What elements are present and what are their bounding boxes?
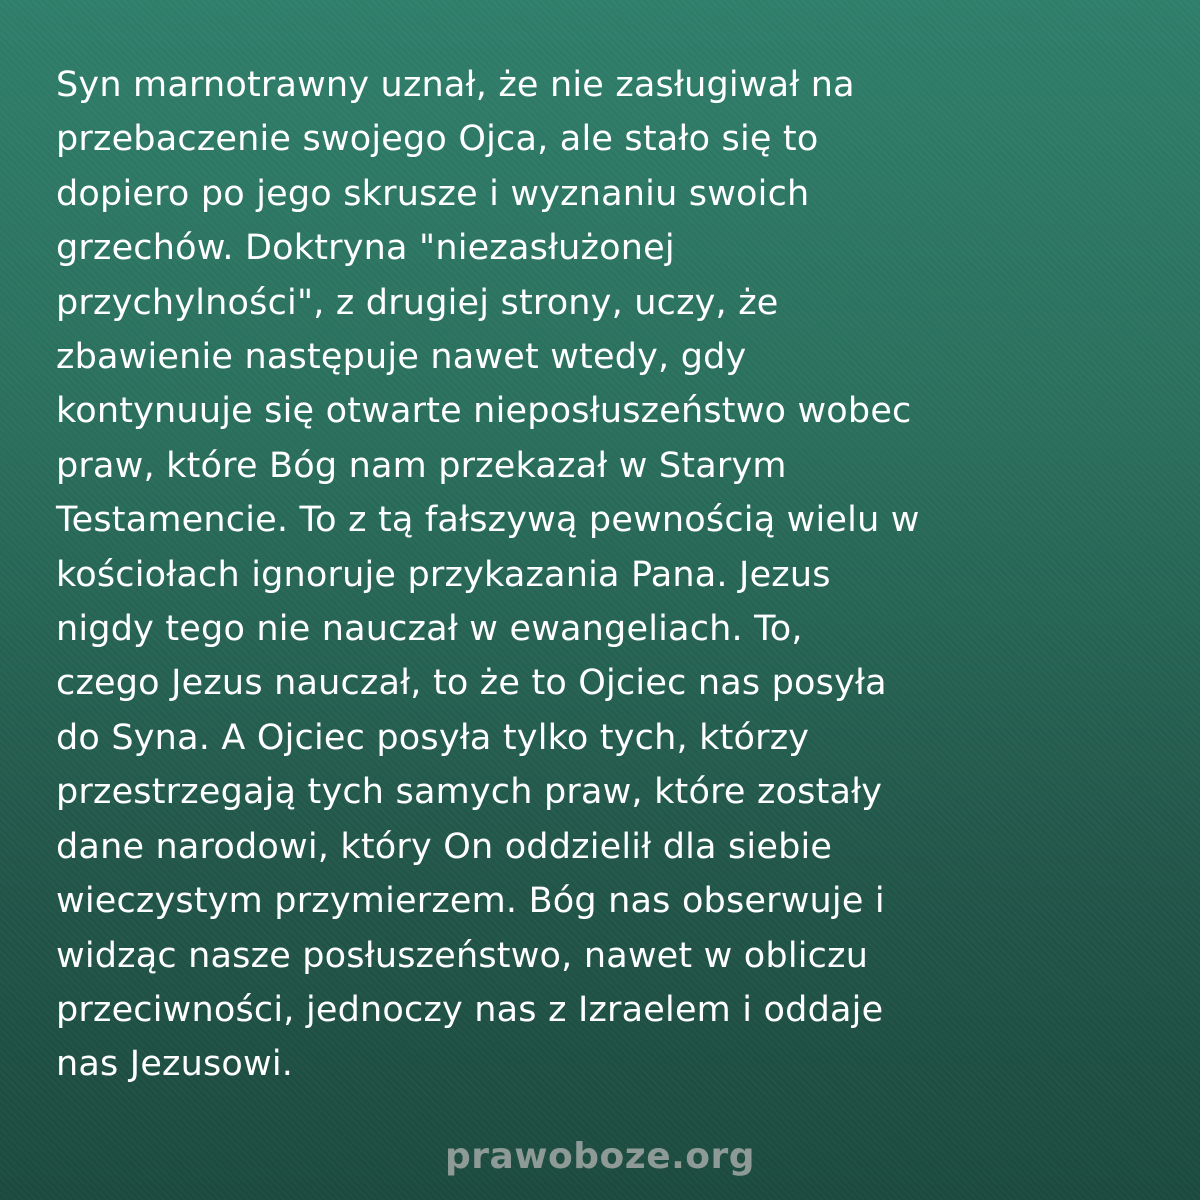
quote-text xyxy=(56,58,1166,1092)
quote-line: nigdy tego nie nauczał w ewangeliach. To, xyxy=(56,609,803,650)
quote-line: kontynuuje się otwarte nieposłuszeństwo wobec xyxy=(56,391,912,432)
quote-line: przychylności", z drugiej strony, uczy, że xyxy=(56,282,779,323)
quote-line: nas Jezusowi. xyxy=(56,1044,294,1085)
quote-line: kościołach ignoruje przykazania Pana. Jezus xyxy=(56,554,831,595)
quote-line: Testamencie. To z tą fałszywą pewnością wielu w xyxy=(56,500,920,541)
quote-line: przebaczenie swojego Ojca, ale stało się to xyxy=(56,119,819,160)
quote-line: Syn marnotrawny uznał, że nie zasługiwał na xyxy=(56,65,855,105)
quote-line: przestrzegają tych samych praw, które zostały xyxy=(56,772,883,813)
quote-line: do Syna. A Ojciec posyła tylko tych, którzy xyxy=(56,717,810,758)
quote-line: widząc nasze posłuszeństwo, nawet w obliczu xyxy=(56,935,869,976)
site-watermark: prawoboze.org xyxy=(444,1136,756,1177)
quote-line: praw, które Bóg nam przekazał w Starym xyxy=(56,445,787,486)
quote-line: zbawienie następuje nawet wtedy, gdy xyxy=(56,337,747,378)
quote-line: przeciwności, jednoczy nas z Izraelem i oddaje xyxy=(56,989,884,1030)
quote-line: grzechów. Doktryna "niezasłużonej xyxy=(56,228,675,269)
quote-line: wieczystym przymierzem. Bóg nas obserwuje i xyxy=(56,881,885,922)
quote-line: czego Jezus nauczał, to że to Ojciec nas posyła xyxy=(56,663,887,704)
quote-line: dane narodowi, który On oddzielił dla siebie xyxy=(56,826,833,867)
quote-line: dopiero po jego skrusze i wyznaniu swoich xyxy=(56,173,810,214)
